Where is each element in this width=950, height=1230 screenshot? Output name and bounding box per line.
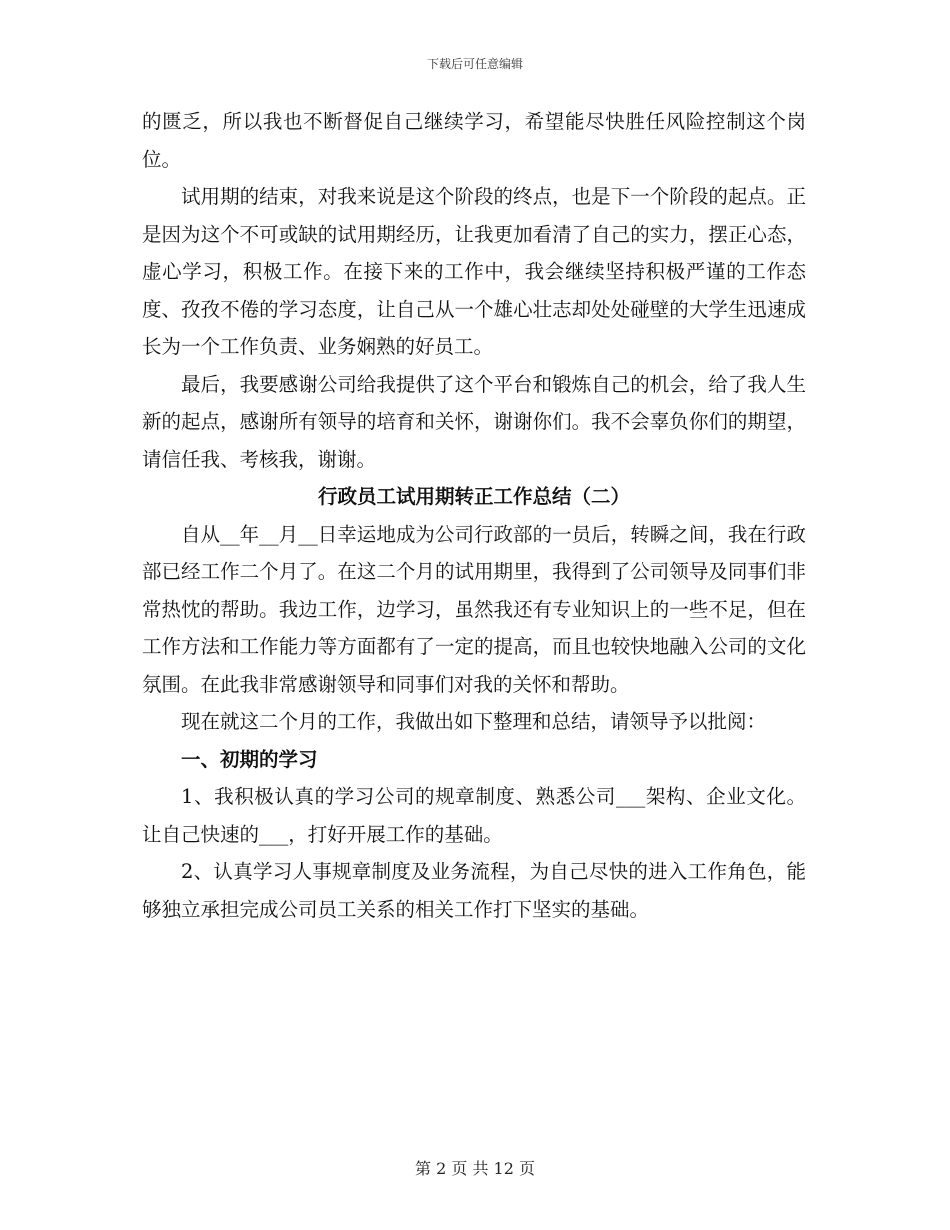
paragraph-continuation: 的匮乏，所以我也不断督促自己继续学习，希望能尽快胜任风险控制这个岗位。 — [142, 110, 806, 171]
list-item-2: 2、认真学习人事规章制度及业务流程，为自己尽快的进入工作角色，能够独立承担完成公司员工关系的相关工作打下坚实的基础。 — [142, 860, 806, 921]
page-header-note: 下载后可任意编辑 — [426, 57, 523, 71]
section-title: 行政员工试用期转正工作总结（二） — [317, 485, 630, 508]
paragraph-end-of-probation: 试用期的结束，对我来说是这个阶段的终点，也是下一个阶段的起点。正是因为这个不可或缺的试用期经历，让我更加看清了自己的实力，摆正心态，虚心学习，积极工作。在接下来的工作中，我会继续坚持积极严谨的工作态度、孜孜不倦的学习态度，让自己从一个雄心壮志却处处碰壁的大学生迅速成长为一个工作负责、业务娴熟的好员工。 — [142, 185, 806, 358]
document-body — [142, 103, 806, 928]
paragraph-summary-intro: 现在就这二个月的工作，我做出如下整理和总结，请领导予以批阅： — [181, 710, 767, 733]
paragraph-thanks: 最后，我要感谢公司给我提供了这个平台和锻炼自己的机会，给了我人生新的起点，感谢所有领导的培育和关怀，谢谢你们。我不会辜负你们的期望，请信任我、考核我，谢谢。 — [142, 372, 806, 471]
paragraph-intro: 自从__年__月__日幸运地成为公司行政部的一员后，转瞬之间，我在行政部已经工作二个月了。在这二个月的试用期里，我得到了公司领导及同事们非常热忱的帮助。我边工作，边学习，虽然我还有专业知识上的一些不足，但在工作方法和工作能力等方面都有了一定的提高，而且也较快地融入公司的文化氛围。在此我非常感谢领导和同事们对我的关怀和帮助。 — [142, 522, 806, 696]
list-item-1: 1、我积极认真的学习公司的规章制度、熟悉公司___架构、企业文化。让自己快速的___，打好开展工作的基础。 — [142, 785, 806, 846]
subheading-initial-learning: 一、初期的学习 — [181, 747, 318, 771]
page-number-footer: 第 2 页 共 12 页 — [415, 1159, 535, 1178]
